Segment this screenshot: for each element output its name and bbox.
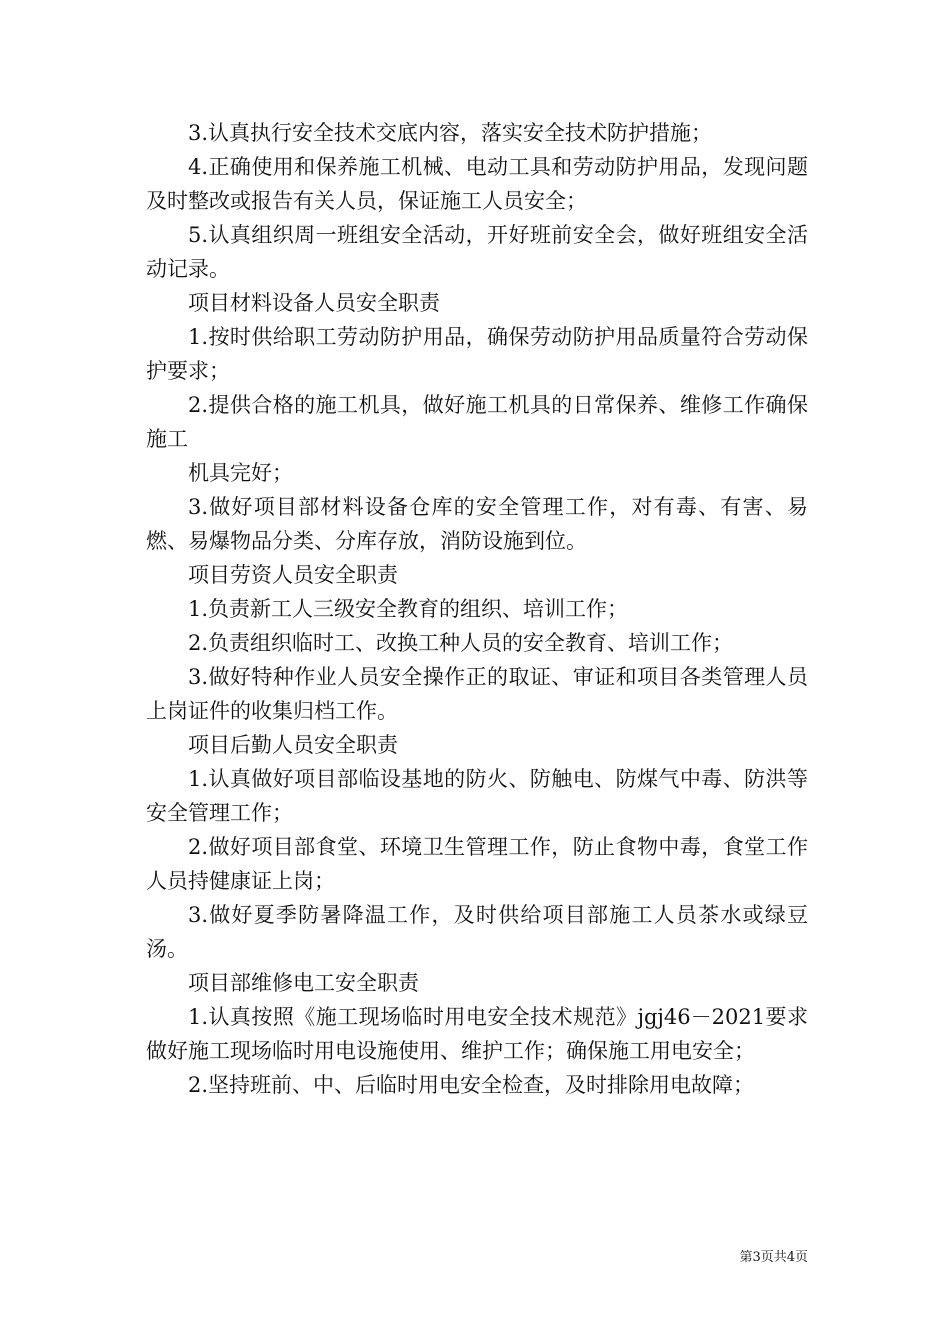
paragraph: 2.提供合格的施工机具，做好施工机具的日常保养、维修工作确保施工 [146,393,808,451]
paragraph: 2.做好项目部食堂、环境卫生管理工作，防止食物中毒，食堂工作人员持健康证上岗； [146,835,808,893]
paragraph: 1.按时供给职工劳动防护用品，确保劳动防护用品质量符合劳动保护要求； [146,325,808,383]
paragraph: 机具完好； [188,461,293,485]
paragraph: 2.坚持班前、中、后临时用电安全检查，及时排除用电故障； [188,1073,755,1097]
paragraph: 3.做好特种作业人员安全操作正的取证、审证和项目各类管理人员上岗证件的收集归档工作。 [146,665,808,723]
document-body [146,116,808,1102]
section-heading: 项目部维修电工安全职责 [188,971,419,995]
paragraph: 2.负责组织临时工、改换工种人员的安全教育、培训工作； [188,631,734,655]
section-heading: 项目后勤人员安全职责 [188,733,398,757]
paragraph: 1.负责新工人三级安全教育的组织、培训工作； [188,597,629,621]
paragraph: 3.做好夏季防暑降温工作，及时供给项目部施工人员茶水或绿豆汤。 [146,903,808,961]
paragraph: 1.认真按照《施工现场临时用电安全技术规范》jgj46－2021要求做好施工现场临时用电设施使用、维护工作；确保施工用电安全； [146,1005,808,1063]
page-number: 第3页共4页 [739,1250,808,1265]
paragraph: 3.做好项目部材料设备仓库的安全管理工作，对有毒、有害、易燃、易爆物品分类、分库存放，消防设施到位。 [146,495,808,553]
paragraph: 5.认真组织周一班组安全活动，开好班前安全会，做好班组安全活动记录。 [146,223,808,281]
paragraph: 1.认真做好项目部临设基地的防火、防触电、防煤气中毒、防洪等安全管理工作； [146,767,808,825]
section-heading: 项目劳资人员安全职责 [188,563,398,587]
paragraph: 4.正确使用和保养施工机械、电动工具和劳动防护用品，发现问题及时整改或报告有关人员，保证施工人员安全； [146,155,808,213]
paragraph: 3.认真执行安全技术交底内容，落实安全技术防护措施； [188,121,713,145]
section-heading: 项目材料设备人员安全职责 [188,291,440,315]
